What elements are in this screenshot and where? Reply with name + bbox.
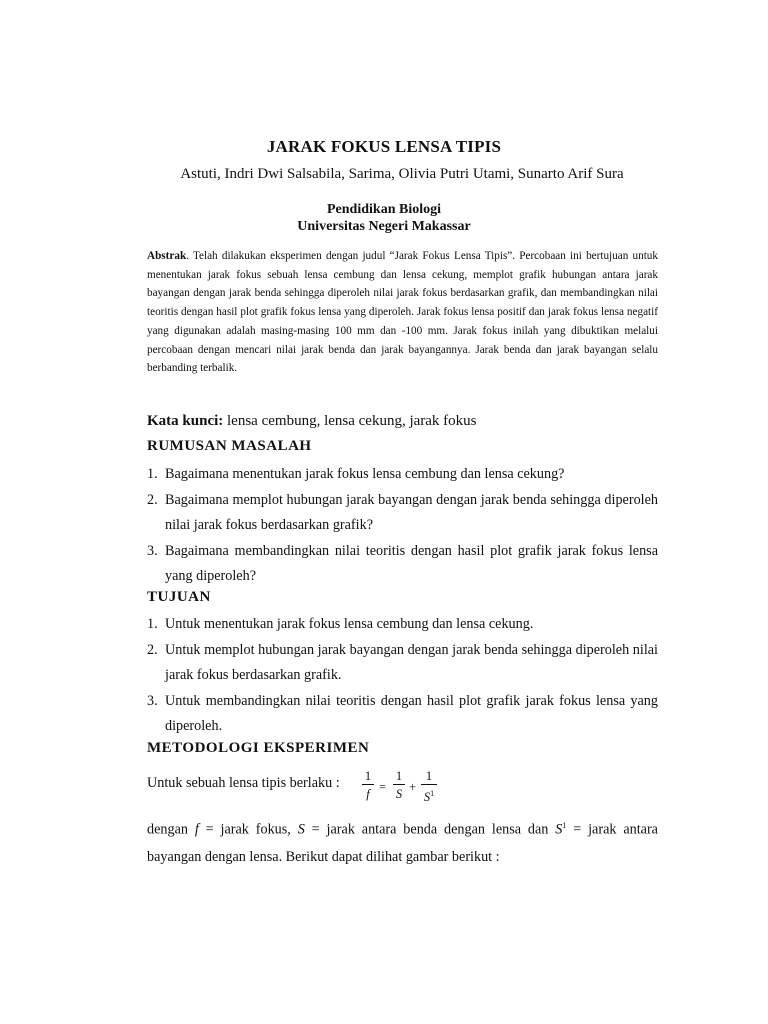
numerator: 1 — [364, 769, 372, 783]
denominator: S — [395, 787, 403, 801]
affiliation-university: Universitas Negeri Makassar — [297, 219, 471, 234]
section-heading-rumusan: RUMUSAN MASALAH — [147, 438, 312, 454]
list-item — [147, 539, 658, 590]
numerator: 1 — [395, 769, 403, 783]
numerator: 1 — [425, 769, 433, 783]
affiliation-department: Pendidikan Biologi — [327, 202, 441, 217]
abstract-label: Abstrak — [147, 250, 187, 262]
methodology-paragraph: dengan f = jarak fokus, S = jarak antara benda dengan lensa dan $S^1$ = jarak antara bayangan dengan lensa. Berikut dapat dilihat gambar berikut : — [147, 821, 658, 865]
list-text: Untuk membandingkan nilai teoritis dengan hasil plot grafik jarak fokus lensa yang diperoleh. — [165, 692, 658, 734]
tujuan-list — [147, 612, 658, 740]
section-heading-tujuan: TUJUAN — [147, 589, 211, 605]
list-text: Bagaimana membandingkan nilai teoritis dengan hasil plot grafik jarak fokus lensa yang diperoleh? — [165, 542, 658, 584]
list-text: Untuk menentukan jarak fokus lensa cembung dan lensa cekung. — [165, 616, 534, 632]
list-item — [147, 612, 658, 638]
abstract-text: . Telah dilakukan eksperimen dengan judul “Jarak Fokus Lensa Tipis”. Percobaan ini bertujuan untuk menentukan jarak fokus sebuah lensa cembung dan lensa cekung, memplot grafik hubungan antara jarak bayangan dengan jarak benda sehingga diperoleh nilai jarak fokus berdasarkan grafik, dan membandingkan nilai teoritis dengan hasil plot grafik fokus lensa yang diperoleh. Jarak fokus lensa positif dan jarak fokus lensa negatif yang digunakan adalah masing-masing 100 mm dan -100 mm. Jarak fokus inilah yang dibuktikan melalui percobaan dengan mencari nilai jarak benda dan jarak bayangannya. Jarak benda dan jarak bayangan selalu berbanding terbalik. — [147, 250, 658, 375]
list-number: 2. — [147, 641, 158, 658]
equals-sign: = — [379, 780, 387, 794]
list-number: 1. — [147, 616, 158, 632]
list-number: 3. — [147, 542, 158, 559]
list-text: Bagaimana menentukan jarak fokus lensa cembung dan lensa cekung? — [165, 466, 565, 482]
fraction-1-over-s — [393, 769, 405, 802]
keywords-text: lensa cembung, lensa cekung, jarak fokus — [223, 413, 477, 429]
keywords — [147, 413, 658, 430]
list-item — [147, 488, 658, 539]
plus-sign: + — [409, 780, 417, 794]
list-number: 2. — [147, 491, 158, 508]
section-heading-metodologi: METODOLOGI EKSPERIMEN — [147, 740, 370, 756]
list-text: Bagaimana memplot hubungan jarak bayangan dengan jarak benda sehingga diperoleh nilai jarak fokus berdasarkan grafik? — [165, 491, 658, 533]
rumusan-list — [147, 462, 658, 590]
abstract — [147, 247, 658, 378]
list-number: 3. — [147, 692, 158, 709]
keywords-label: Kata kunci: — [147, 413, 224, 429]
page-title: JARAK FOKUS LENSA TIPIS — [266, 137, 502, 156]
list-number: 1. — [147, 466, 158, 482]
formula-lead: Untuk sebuah lensa tipis berlaku : — [147, 775, 340, 791]
list-text: Untuk memplot hubungan jarak bayangan dengan jarak benda sehingga diperoleh nilai jarak fokus berdasarkan grafik. — [165, 641, 658, 683]
fraction-1-over-f — [362, 769, 374, 802]
authors: Astuti, Indri Dwi Salsabila, Sarima, Olivia Putri Utami, Sunarto Arif Sura — [180, 166, 624, 182]
list-item — [147, 462, 658, 488]
list-item — [147, 638, 658, 689]
denominator: $S^1$ — [423, 789, 435, 805]
fraction-1-over-s1 — [421, 769, 437, 805]
list-item — [147, 689, 658, 740]
denominator: f — [366, 787, 370, 801]
